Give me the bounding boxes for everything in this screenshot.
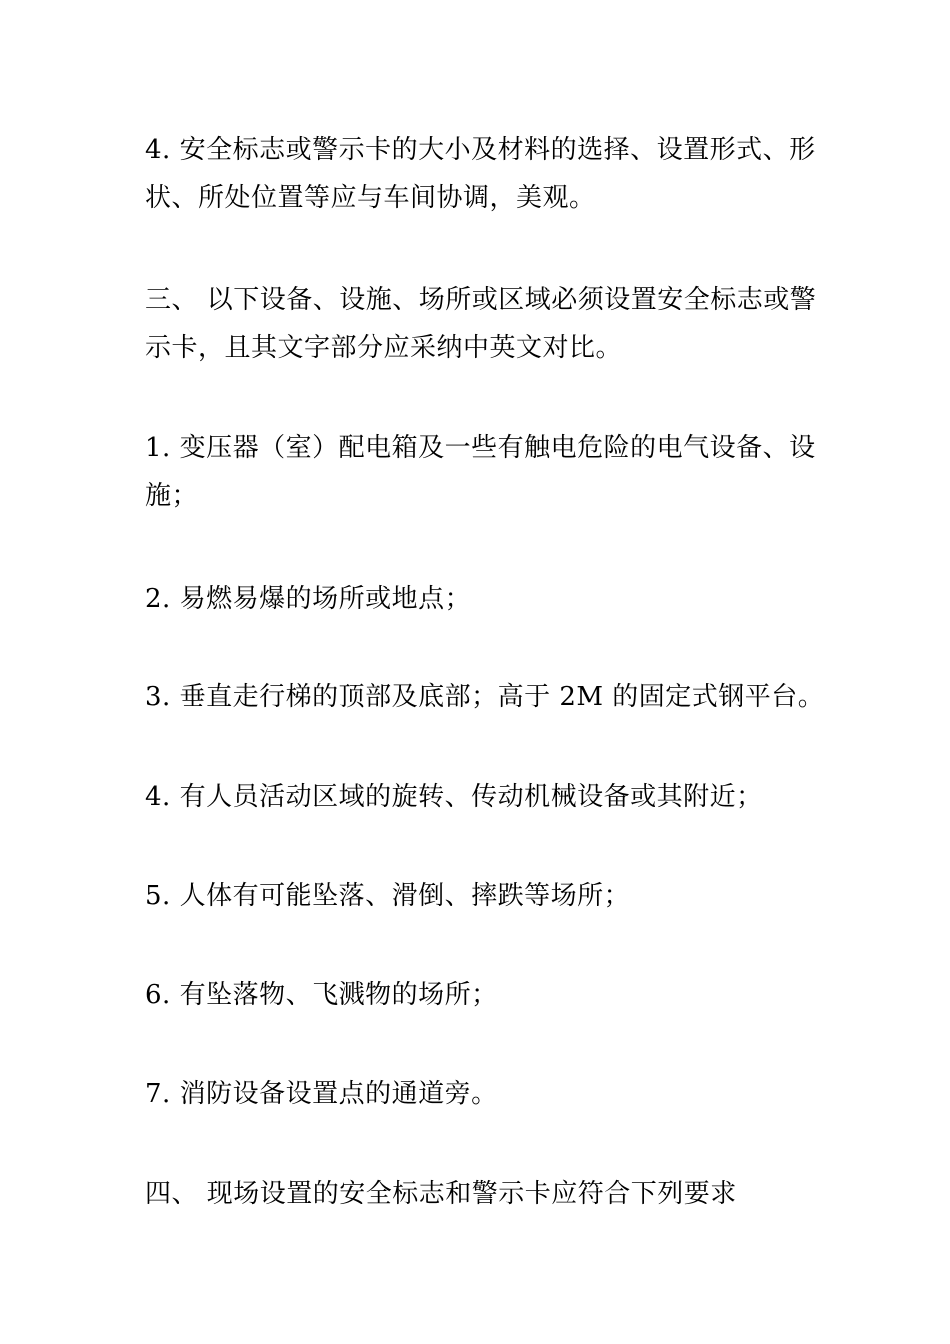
paragraph-line: 三、 以下设备、设施、场所或区域必须设置安全标志或警 [145,285,817,315]
paragraph-line: 7. 消防设备设置点的通道旁。 [145,1079,498,1109]
section-heading-3 [145,276,817,372]
paragraph-line: 6. 有坠落物、飞溅物的场所； [145,980,498,1010]
paragraph-line: 四、 现场设置的安全标志和警示卡应符合下列要求 [145,1179,737,1209]
list-item-1 [145,424,816,520]
section-heading-4 [145,1170,810,1218]
list-item-7 [145,1070,810,1118]
list-item-4 [145,773,810,821]
paragraph-line: 4. 有人员活动区域的旋转、传动机械设备或其附近； [145,782,763,812]
paragraph-line: 3. 垂直走行梯的顶部及底部；高于 2M 的固定式钢平台。 [145,682,825,712]
paragraph-line: 状、所处位置等应与车间协调，美观。 [145,183,596,213]
paragraph-item-4-material-selection [145,126,816,222]
list-item-2 [145,575,810,623]
list-item-6 [145,971,810,1019]
paragraph-line: 2. 易燃易爆的场所或地点； [145,584,472,614]
paragraph-line: 施； [145,481,199,511]
paragraph-line: 示卡，且其文字部分应采纳中英文对比。 [145,333,623,363]
paragraph-line: 4. 安全标志或警示卡的大小及材料的选择、设置形式、形 [145,135,816,165]
paragraph-line: 5. 人体有可能坠落、滑倒、摔跌等场所； [145,881,631,911]
list-item-5 [145,872,810,920]
list-item-3 [145,673,825,721]
paragraph-line: 1. 变压器（室）配电箱及一些有触电危险的电气设备、设 [145,433,816,463]
